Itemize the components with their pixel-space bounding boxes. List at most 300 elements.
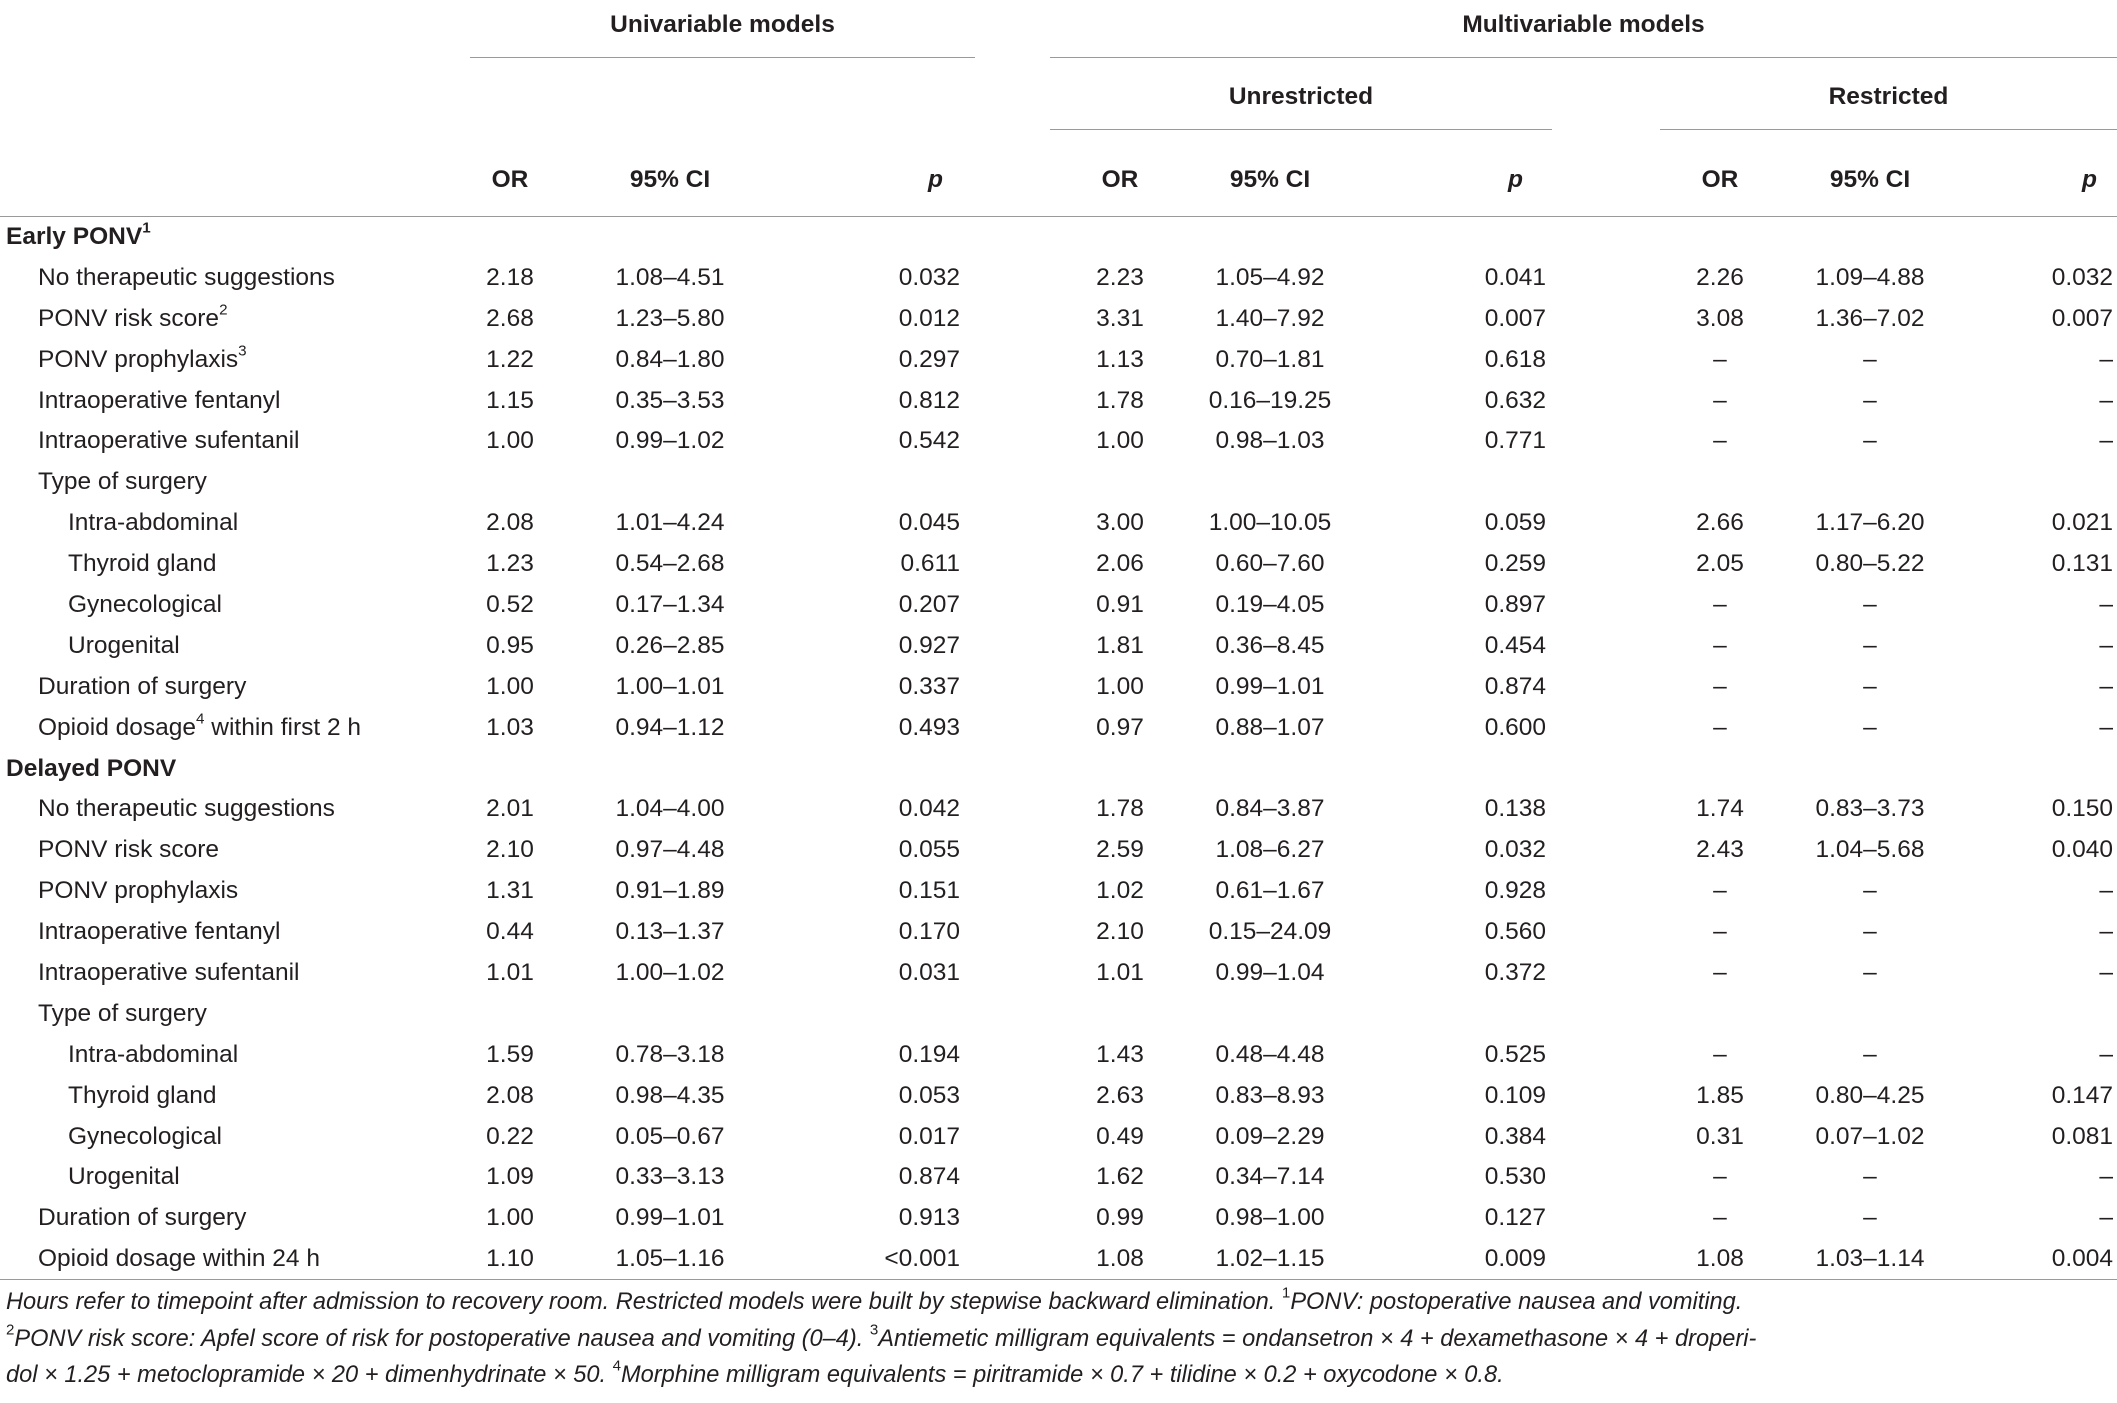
table-cell: 2.63 [1096,1081,1144,1109]
table-row [0,912,2117,953]
table-cell: 0.98–1.03 [1215,427,1325,455]
row-label-text: Opioid dosage [38,713,197,741]
footnote-line-1 [6,1284,2110,1321]
table-row [0,871,2117,912]
table-cell: 1.01 [486,958,534,986]
col-or-uni: OR [450,144,570,217]
table-row [0,585,2117,626]
table-cell: 0.021 [2051,509,2113,537]
table-row [0,1034,2117,1075]
table-cell: – [2099,427,2113,455]
table-cell: 0.35–3.53 [615,386,725,414]
table-cell: 1.43 [1096,1040,1144,1068]
table-cell: 0.897 [1484,590,1546,618]
column-spacer [1550,666,1670,707]
table-cell: 0.19–4.05 [1215,590,1325,618]
table-cell: 1.59 [486,1040,534,1068]
table-cell: 0.13–1.37 [615,918,725,946]
table-cell: 2.10 [1096,918,1144,946]
row-label [0,298,450,339]
column-spacer [970,1034,1070,1075]
table-cell: 0.70–1.81 [1215,345,1325,373]
footnote-text: Hours refer to timepoint after admission to recovery room. Restricted models were built by stepwise backward elimination. [6,1289,1282,1315]
table-cell: 0.48–4.48 [1215,1040,1325,1068]
row-label-text: Intraoperative fentanyl [38,918,281,946]
row-label-text: Intraoperative sufentanil [38,427,300,455]
table-cell: – [2099,1163,2113,1191]
column-spacer [1550,1075,1670,1116]
table-cell: 0.52 [486,590,534,618]
footnote-line-3 [6,1357,2110,1394]
table-cell: 0.60–7.60 [1215,550,1325,578]
table-cell: 0.16–19.25 [1208,386,1332,414]
table-cell: 2.68 [486,304,534,332]
table-cell: 0.80–4.25 [1815,1081,1925,1109]
table-cell: 0.032 [898,263,960,291]
col-ci-res: 95% CI [1770,144,1970,217]
col-p-res: p [1970,144,2117,217]
table-cell: 2.43 [1696,836,1744,864]
table-cell: 0.493 [898,713,960,741]
table-cell: 1.08 [1070,1239,1170,1280]
table-cell: 1.08–4.51 [615,263,725,291]
table-cell: 0.138 [1484,795,1546,823]
row-label [0,339,450,380]
row-label-text: Intra-abdominal [68,509,239,537]
table-cell: – [1863,1204,1877,1232]
table-cell: 1.00 [486,1204,534,1232]
footnote-marker: 1 [1281,1284,1291,1302]
footnote-text: Morphine milligram equivalents = piritramide × 0.7 + tilidine × 0.2 + oxycodone × 0.8. [621,1362,1504,1388]
row-label [0,993,450,1034]
table-cell: 0.040 [2051,836,2113,864]
column-spacer [1550,1116,1670,1157]
table-cell: 1.22 [486,345,534,373]
table-cell: – [2099,631,2113,659]
column-spacer [970,544,1070,585]
table-cell: – [1863,386,1877,414]
row-label [0,871,450,912]
table-cell: – [1863,1163,1877,1191]
table-cell: 0.170 [898,918,960,946]
row-label-text: Type of surgery [38,468,207,496]
table-cell: 0.017 [898,1122,960,1150]
table-cell: – [2099,877,2113,905]
table-cell: – [2099,590,2113,618]
footnote-marker: 1 [142,219,151,237]
table-cell [1670,462,1770,503]
section-title [0,217,2117,258]
table-row [0,257,2117,298]
table-cell: 0.91 [1096,590,1144,618]
row-label-text: PONV prophylaxis [38,345,239,373]
table-cell: 0.36–8.45 [1215,631,1325,659]
table-cell: – [1863,672,1877,700]
table-cell: 0.33–3.13 [615,1163,725,1191]
table-cell: – [1713,713,1727,741]
column-spacer [1550,789,1670,830]
row-label-text: Intra-abdominal [68,1040,239,1068]
table-cell: 0.99–1.02 [615,427,725,455]
table-cell: 0.91–1.89 [615,877,725,905]
row-label [0,912,450,953]
table-row [0,993,2117,1034]
column-spacer [1550,993,1670,1034]
table-cell: 0.053 [898,1081,960,1109]
table-cell: – [2099,958,2113,986]
footnote-text: Antiemetic milligram equivalents = ondansetron × 4 + dexamethasone × 4 + droperi- [878,1325,1757,1352]
row-label-text: Gynecological [68,590,222,618]
table-cell: – [2099,1040,2113,1068]
table-cell: – [2099,713,2113,741]
row-label-text: Duration of surgery [38,1204,247,1232]
table-cell: 1.02–1.15 [1170,1239,1370,1280]
column-spacer [1550,912,1670,953]
table-footnote [6,1284,2110,1394]
table-cell: 0.384 [1484,1122,1546,1150]
section-title [0,748,2117,789]
column-spacer [1550,625,1670,666]
table-cell: – [2099,918,2113,946]
table-cell: 0.542 [898,427,960,455]
table-cell: – [2099,386,2113,414]
row-label-text: Thyroid gland [68,1081,217,1109]
table-cell: 0.07–1.02 [1815,1122,1925,1150]
table-cell: 0.874 [898,1163,960,1191]
table-cell: 0.15–24.09 [1208,918,1332,946]
table-cell: 0.150 [2051,795,2113,823]
table-cell: – [1863,877,1877,905]
column-spacer [1550,1239,1670,1280]
table-cell: 3.31 [1096,304,1144,332]
column-spacer [970,1198,1070,1239]
row-label [0,625,450,666]
table-cell: 1.08 [1670,1239,1770,1280]
table-cell: 0.055 [898,836,960,864]
table-cell: 1.00 [486,427,534,455]
table-cell: – [1713,345,1727,373]
column-spacer [970,1157,1070,1198]
table-cell: 0.98–4.35 [615,1081,725,1109]
table-cell: – [1713,877,1727,905]
table-cell: 0.042 [898,795,960,823]
table-cell: 0.045 [898,509,960,537]
table-cell: 2.05 [1696,550,1744,578]
footnote-marker: 2 [219,301,228,319]
row-label [0,789,450,830]
table-cell: 0.109 [1484,1081,1546,1109]
table-cell: 1.15 [486,386,534,414]
table-cell [1970,462,2117,503]
row-label-text: Gynecological [68,1122,222,1150]
table-cell: <0.001 [770,1239,970,1280]
row-label [0,953,450,994]
table-cell: 1.03 [486,713,534,741]
table-row [0,625,2117,666]
row-label [0,462,450,503]
row-label [0,1116,450,1157]
column-spacer [1550,257,1670,298]
table-cell: 0.26–2.85 [615,631,725,659]
table-cell: 2.06 [1096,550,1144,578]
table-cell: 0.17–1.34 [615,590,725,618]
column-spacer [1550,544,1670,585]
row-label-text: No therapeutic suggestions [38,263,335,291]
table-cell: 1.36–7.02 [1815,304,1925,332]
table-cell: 0.61–1.67 [1215,877,1325,905]
row-label-text: Urogenital [68,631,180,659]
column-spacer [970,339,1070,380]
table-cell [1770,993,1970,1034]
table-cell: – [1863,427,1877,455]
table-cell: 1.05–4.92 [1215,263,1325,291]
table-cell: 0.49 [1096,1122,1144,1150]
column-spacer [1550,462,1670,503]
footnote-marker: 4 [612,1357,622,1375]
table-cell: 0.012 [898,304,960,332]
table-cell: 0.78–3.18 [615,1040,725,1068]
col-p-unres: p [1370,144,1550,217]
table-cell: 1.03–1.14 [1770,1239,1970,1280]
table-row [0,298,2117,339]
row-label-text: PONV risk score [38,836,220,864]
col-p-uni: p [770,144,970,217]
table-cell: 1.74 [1696,795,1744,823]
table-cell: 0.34–7.14 [1215,1163,1325,1191]
table-cell: 0.812 [898,386,960,414]
table-cell: 0.131 [2051,550,2113,578]
table-cell: 3.08 [1696,304,1744,332]
table-cell [570,462,770,503]
column-spacer [970,707,1070,748]
table-cell: 0.530 [1484,1163,1546,1191]
table-cell: – [2099,1204,2113,1232]
row-label [0,666,450,707]
section-header-row [0,217,2117,258]
table-cell [1170,993,1370,1034]
table-cell: 0.525 [1484,1040,1546,1068]
unrestricted-header: Unrestricted [1050,83,1552,130]
column-spacer [970,1239,1070,1280]
col-ci-uni: 95% CI [570,144,770,217]
table-cell: 1.23–5.80 [615,304,725,332]
table-cell [450,993,570,1034]
table-cell: 0.22 [486,1122,534,1150]
table-cell: 1.05–1.16 [570,1239,770,1280]
table-cell: 0.081 [2051,1122,2113,1150]
table-header [0,0,2117,217]
multivariable-header: Multivariable models [1050,11,2117,58]
table-cell: 0.297 [898,345,960,373]
table-cell: 0.009 [1370,1239,1550,1280]
table-cell: 0.99–1.01 [1215,672,1325,700]
column-spacer [1550,1198,1670,1239]
table-cell: 1.09 [486,1163,534,1191]
column-spacer [1550,953,1670,994]
table-cell: 0.98–1.00 [1215,1204,1325,1232]
table-cell: 1.00 [1096,672,1144,700]
table-cell [770,462,970,503]
section-title-text: Delayed PONV [6,754,177,782]
column-spacer [1550,707,1670,748]
table-cell: 0.927 [898,631,960,659]
row-label [0,1075,450,1116]
table-cell: – [1713,427,1727,455]
table-cell: 2.10 [486,836,534,864]
table-cell: 0.54–2.68 [615,550,725,578]
col-or-unres: OR [1070,144,1170,217]
table-cell: 2.08 [486,1081,534,1109]
row-label-text: No therapeutic suggestions [38,795,335,823]
column-spacer [970,1075,1070,1116]
table-cell: – [2099,672,2113,700]
column-spacer [970,830,1070,871]
table-cell: 0.83–8.93 [1215,1081,1325,1109]
column-spacer [1550,503,1670,544]
table-cell: 0.127 [1484,1204,1546,1232]
table-cell: 1.09–4.88 [1815,263,1925,291]
restricted-header: Restricted [1660,83,2117,130]
col-or-res: OR [1670,144,1770,217]
table-cell: – [1713,590,1727,618]
table-cell: 1.13 [1096,345,1144,373]
table-cell: 2.23 [1096,263,1144,291]
row-label-suffix: within first 2 h [204,713,362,741]
table-cell: 0.041 [1484,263,1546,291]
table-row [0,1075,2117,1116]
table-cell: 1.17–6.20 [1815,509,1925,537]
table-cell: 0.88–1.07 [1215,713,1325,741]
table-cell: 0.99–1.04 [1215,958,1325,986]
column-spacer [970,421,1070,462]
table-cell: 0.632 [1484,386,1546,414]
table-cell: 0.207 [898,590,960,618]
table-cell: 0.560 [1484,918,1546,946]
table-row [0,339,2117,380]
table-cell: – [1713,958,1727,986]
row-label [0,830,450,871]
table-cell: 0.97 [1096,713,1144,741]
row-label-text: Type of surgery [38,999,207,1027]
column-spacer [970,625,1070,666]
footnote-marker: 3 [869,1321,879,1339]
table-cell: 0.611 [900,550,960,578]
table-cell: 1.01–4.24 [615,509,725,537]
table-row [0,380,2117,421]
row-label [0,421,450,462]
column-spacer [1550,298,1670,339]
table-cell: 0.97–4.48 [615,836,725,864]
table-cell: 2.26 [1696,263,1744,291]
column-spacer [1550,380,1670,421]
table-row [0,789,2117,830]
table-row [0,953,2117,994]
table-cell: 1.00–1.02 [615,958,725,986]
column-spacer [1550,585,1670,626]
table-cell: – [1713,1163,1727,1191]
table-cell: – [1863,590,1877,618]
row-label [0,1198,450,1239]
footnote-marker: 4 [196,710,205,728]
column-spacer [970,1116,1070,1157]
table-cell: 1.04–5.68 [1815,836,1925,864]
table-cell: 0.059 [1484,509,1546,537]
table-row [0,462,2117,503]
table-cell: 1.00–1.01 [615,672,725,700]
table-cell: 0.147 [2051,1081,2113,1109]
column-spacer [1550,1034,1670,1075]
table-cell: – [1863,918,1877,946]
table-cell: 0.874 [1484,672,1546,700]
column-spacer [970,257,1070,298]
table-row [0,666,2117,707]
table-cell: 0.94–1.12 [615,713,725,741]
table-cell: 0.454 [1484,631,1546,659]
table-cell [1070,462,1170,503]
column-spacer [970,298,1070,339]
table-cell: 0.618 [1484,345,1546,373]
column-spacer [970,666,1070,707]
table-cell: 0.032 [1484,836,1546,864]
column-spacer [970,993,1070,1034]
table-cell: 0.771 [1484,427,1546,455]
table-cell: 1.78 [1096,795,1144,823]
section-header-row [0,748,2117,789]
col-ci-unres: 95% CI [1170,144,1370,217]
column-spacer [1550,871,1670,912]
row-label-text: Duration of surgery [38,672,247,700]
table-cell: 1.04–4.00 [615,795,725,823]
table-cell: – [1713,631,1727,659]
table-cell: 1.23 [486,550,534,578]
row-label [0,707,450,748]
table-row [0,830,2117,871]
table-cell: 0.007 [1484,304,1546,332]
table-cell: 0.372 [1484,958,1546,986]
column-spacer [970,462,1070,503]
row-label-text: PONV risk score [38,304,220,332]
table-cell: 1.01 [1096,958,1144,986]
footnote-line-2 [6,1321,2110,1358]
table-cell: 1.00–10.05 [1208,509,1332,537]
table-cell: 1.00 [1096,427,1144,455]
table-cell: 0.84–1.80 [615,345,725,373]
column-spacer [970,503,1070,544]
table-cell: 0.99 [1096,1204,1144,1232]
table-row [0,707,2117,748]
table-row [0,503,2117,544]
table-cell [1670,993,1770,1034]
table-cell: 2.18 [486,263,534,291]
table-cell: 1.10 [450,1239,570,1280]
table-cell: 1.81 [1096,631,1144,659]
column-spacer [970,789,1070,830]
column-spacer [1550,1157,1670,1198]
row-label-text: PONV prophylaxis [38,877,239,905]
row-label-text: Opioid dosage within 24 h [38,1244,320,1272]
row-label [0,585,450,626]
table-cell: – [1863,631,1877,659]
table-body [0,217,2117,1280]
table-cell: 1.40–7.92 [1215,304,1325,332]
table-cell: 2.08 [486,509,534,537]
table-row [0,1239,2117,1280]
row-label [0,503,450,544]
column-spacer [970,585,1070,626]
table-cell: 0.032 [2051,263,2113,291]
table-cell [1770,462,1970,503]
table-cell: 0.84–3.87 [1215,795,1325,823]
